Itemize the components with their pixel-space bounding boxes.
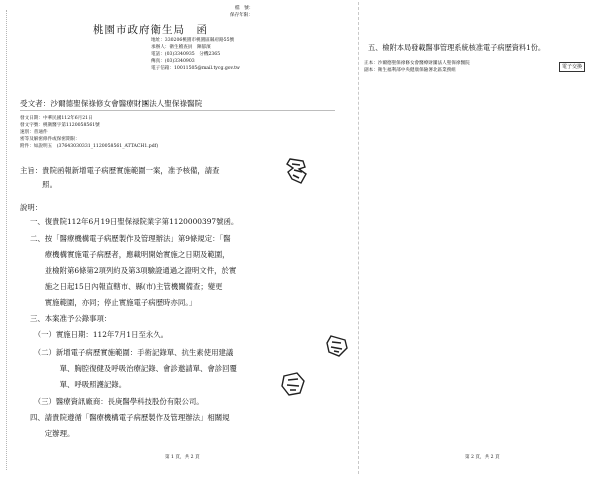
- binding-seal-icon: [280, 371, 306, 401]
- document-page-1: [3, 2, 359, 474]
- binding-seal-icon: [285, 157, 309, 189]
- explain-line: 並檢附第6條第2項列約及第3項驗證通過之證明文件，於實: [30, 266, 237, 275]
- explain-line: （三）醫療資訊廠商：長庚醫學科技股份有限公司。: [30, 397, 204, 406]
- contact-address: 地址：330206桃園市桃園區縣府路55號: [151, 38, 235, 43]
- explain-label: 說明：: [20, 203, 43, 212]
- page-footer: 第 1 頁，共 2 頁: [165, 455, 200, 460]
- explain-line: 單、胸腔復健及呼吸治療記錄、會診邀請單、會診回覆: [30, 364, 237, 373]
- explain-line: 二、按「醫療機構電子病歷製作及管理辦法」第9條規定：「醫: [30, 234, 231, 243]
- document-title: 桃園市政府衛生局 函: [93, 24, 208, 36]
- explain-line: 定辦理。: [30, 429, 75, 438]
- issue-date: 發文日期：中華民國112年6月21日: [20, 116, 93, 121]
- urgency: 速別：普通件: [20, 130, 48, 135]
- attachment-link[interactable]: 附件：如說明五 (37643030331_1120058561_ATTACH1.pdf): [20, 144, 159, 149]
- contact-email: 電子信箱：10011505@mail.tycg.gov.tw: [151, 66, 240, 71]
- binding-seal-icon: [325, 334, 349, 362]
- explain-line: 實施範圍，亦同；停止實施電子病歷時亦同。」: [30, 298, 197, 307]
- explain-line: 施之日起15日內報直轄市、縣(市)主管機關備查；變更: [30, 282, 223, 291]
- explain-line: 療機構實施電子病歷者，應載明開始實施之日期及範圍，: [30, 250, 230, 259]
- explain-line: 三、本案准予公錄事項：: [30, 314, 112, 323]
- explain-line: （一）實施日期：112年7月1日至永久。: [30, 330, 169, 339]
- binding-line: [6, 10, 7, 470]
- contact-fax: 傳真：(03)3340903: [151, 59, 195, 64]
- explain-line: 單、呼吸照護記錄。: [30, 380, 127, 389]
- recipient: 受文者：沙爾德聖保祿修女會醫療財團法人聖保祿醫院: [20, 99, 203, 108]
- item-five: 五、檢附本局發載醫事管理系統核准電子病歷資料1份。: [368, 43, 546, 52]
- contact-officer: 承辦人：衛生稽查員 陳郁濱: [151, 45, 211, 50]
- classification: 密等及解密條件或保密期限：: [20, 137, 80, 142]
- document-page-2: [362, 2, 598, 474]
- electronic-exchange-stamp: 電子交換: [559, 62, 585, 72]
- file-number-label: 檔 號：: [235, 6, 254, 11]
- contact-phone: 電話：(03)3340935 分機2365: [151, 52, 221, 57]
- explain-line: 一、復貴院112年6月19日聖保禄院業字第1120000397號函。: [30, 217, 239, 226]
- explain-line: （二）新增電子病歷實施範圍：手術記錄單、抗生素使用建議: [30, 348, 234, 357]
- subject-line-1: 主旨：貴院函報新增電子病歷實施範圍一案，准予核備，請查: [20, 166, 220, 175]
- page-footer: 第 2 頁，共 2 頁: [465, 455, 500, 460]
- cc-copy: 副本：衛生福利部中央健康保險署北區業務組: [364, 68, 456, 73]
- explain-line: 四、請貴院遵循「醫療機構電子病歷製作及管理辦法」相關規: [30, 413, 230, 422]
- cc-original: 正本：沙爾德聖保祿修女會醫療財團法人聖保祿醫院: [364, 61, 470, 66]
- subject-line-2: 照。: [20, 180, 57, 189]
- issue-number: 發文字號：桃衛醫字第1120058561號: [20, 123, 100, 128]
- retention-label: 保存年限：: [230, 13, 253, 18]
- divider: [20, 110, 335, 111]
